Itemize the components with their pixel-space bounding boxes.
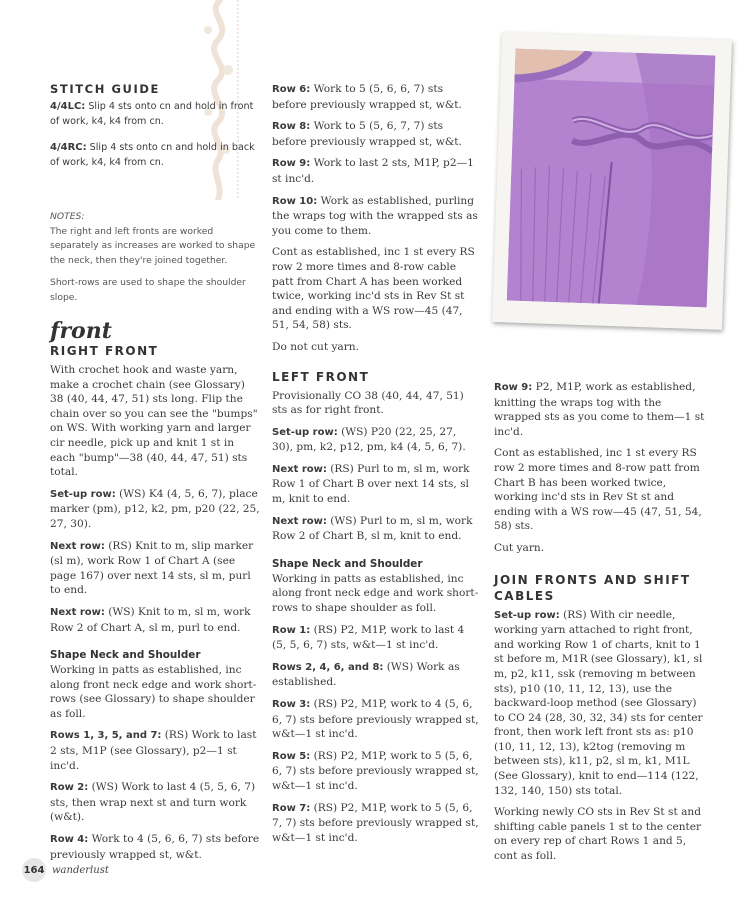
- left-front-end: Cut yarn.: [494, 541, 545, 554]
- instruction-row: Set-up row: (WS) K4 (4, 5, 6, 7), place marker (pm), p12, k2, pm, p20 (22, 25, 27, 30).: [50, 487, 260, 530]
- shape-intro-right: Working in patts as established, inc along front neck edge and work short-rows (see Glossary) to shape shoulder as foll.: [50, 664, 257, 720]
- heading-right-front: RIGHT FRONT: [50, 344, 159, 358]
- stitch-guide-item: 4/4LC: Slip 4 sts onto cn and hold in front of work, k4, k4 from cn.: [50, 101, 254, 127]
- join-para: Working newly CO sts in Rev St st and shifting cable panels 1 st to the center on every rep of chart Rows 1 and 5, cont as foll.: [494, 806, 702, 863]
- instruction-row: Next row: (WS) Purl to m, sl m, work Row 2 of Chart B, sl m, knit to end.: [272, 514, 473, 543]
- instruction-row: Rows 2, 4, 6, and 8: (WS) Work as established.: [272, 660, 460, 689]
- instruction-row: Row 9: P2, M1P, work as established, knitting the wraps tog with the wrapped sts as you come to them—1 st inc'd.: [494, 381, 705, 438]
- section-title-front: front: [50, 318, 112, 344]
- heading-shape-neck-right: Shape Neck and Shoulder: [50, 649, 201, 662]
- instruction-row: Row 10: Work as established, purling the wraps tog with the wrapped sts as you come to them.: [272, 194, 478, 237]
- sweater-photo: [507, 49, 716, 308]
- column-3: [494, 380, 706, 871]
- instruction-row: Row 5: (RS) P2, M1P, work to 5 (5, 6, 6, 7) sts before previously wrapped st, w&t—1 st inc'd.: [272, 749, 479, 792]
- instruction-row: Next row: (RS) Purl to m, sl m, work Row 1 of Chart B over next 14 sts, sl m, knit to end.: [272, 462, 470, 506]
- instruction-row: Rows 1, 3, 5, and 7: (RS) Work to last 2 sts, M1P (see Glossary), p2—1 st inc'd.: [50, 729, 257, 772]
- left-front-cont: Cont as established, inc 1 st every RS row 2 more times and 8-row patt from Chart B has been worked twice, working inc'd sts in Rev St st and ending with a WS row—45 (47, 51, 54, 58) sts.: [494, 447, 702, 533]
- instruction-row: Row 9: Work to last 2 sts, M1P, p2—1 st inc'd.: [272, 157, 474, 185]
- right-front-cont: Cont as established, inc 1 st every RS row 2 more times and 8-row cable patt from Chart A has been worked twice, working inc'd sts in Rev St st and ending with a WS row—45 (47, 51, 54, 58) sts.: [272, 246, 475, 332]
- book-title: wanderlust: [52, 864, 109, 876]
- sweater-photo-frame: [492, 32, 732, 330]
- instruction-row: Set-up row: (WS) P20 (22, 25, 27, 30), pm, k2, p12, pm, k4 (4, 5, 6, 7).: [272, 425, 466, 454]
- instruction-row: Row 6: Work to 5 (5, 6, 6, 7) sts before previously wrapped st, w&t.: [272, 83, 462, 111]
- instruction-row: Set-up row: (RS) With cir needle, working yarn attached to right front, and working Row 1 of charts, knit to 1 st before m, M1R (see Glossary), k1, sl m, p2, k11, ssk (removing m between sts), p10 (10, 11, 12, 13), use the backward-loop method (see Glossary) to CO 24 (28, 30, 32, 34) sts for center front, then work left front sts as: p10 (10, 11, 12, 13), k2tog (removing m between sts), k11, p2, sl m, k1, M1L (See Glossary), knit to end—114 (122, 132, 140, 150) sts total.: [494, 608, 703, 797]
- page-number: 164: [22, 858, 46, 882]
- instruction-row: Row 3: (RS) P2, M1P, work to 4 (5, 6, 6, 7) sts before previously wrapped st, w&t—1 st inc'd.: [272, 698, 479, 741]
- instruction-row: Row 8: Work to 5 (5, 6, 7, 7) sts before previously wrapped st, w&t.: [272, 120, 462, 148]
- heading-left-front: LEFT FRONT: [272, 369, 370, 384]
- stitch-guide-item: 4/4RC: Slip 4 sts onto cn and hold in back of work, k4, k4 from cn.: [50, 142, 255, 168]
- instruction-row: Next row: (WS) Knit to m, sl m, work Row 2 of Chart A, sl m, purl to end.: [50, 605, 251, 634]
- left-front-intro: Provisionally CO 38 (40, 44, 47, 51) sts as for right front.: [272, 389, 464, 417]
- notes-line: Short-rows are used to shape the shoulder slope.: [50, 277, 246, 303]
- heading-join-fronts: JOIN FRONTS AND SHIFT CABLES: [494, 572, 691, 603]
- heading-shape-neck-left: Shape Neck and Shoulder: [272, 557, 423, 570]
- page-footer: [22, 858, 109, 882]
- right-front-intro: With crochet hook and waste yarn, make a crochet chain (see Glossary) 38 (40, 44, 47, 51) sts long. Flip the chain over so you can see the "bumps" on WS. With working yarn and larger cir needle, pick up and knit 1 st in each "bump"—38 (40, 44, 47, 51) sts total.: [50, 364, 258, 479]
- instruction-row: Row 7: (RS) P2, M1P, work to 5 (5, 6, 7, 7) sts before previously wrapped st, w&t—1 st inc'd.: [272, 801, 479, 844]
- right-front-end: Do not cut yarn.: [272, 340, 360, 353]
- instruction-row: Row 4: Work to 4 (5, 6, 6, 7) sts before previously wrapped st, w&t.: [50, 833, 260, 861]
- column-1: [50, 82, 260, 869]
- notes-title: NOTES:: [50, 211, 85, 222]
- notes-line: The right and left fronts are worked separately as increases are worked to shape the neck, then they're joined together.: [50, 225, 256, 266]
- shape-intro-left: Working in patts as established, inc along front neck edge and work short-rows to shape shoulder as foll.: [272, 572, 479, 615]
- column-2: [272, 82, 480, 852]
- instruction-row: Next row: (RS) Knit to m, slip marker (sl m), work Row 1 of Chart A (see page 167) over next 14 sts, sl m, purl to end.: [50, 539, 254, 597]
- instruction-row: Row 1: (RS) P2, M1P, work to last 4 (5, 5, 6, 7) sts, w&t—1 st inc'd.: [272, 623, 465, 652]
- stitch-guide-title: STITCH GUIDE: [50, 82, 160, 96]
- instruction-row: Row 2: (WS) Work to last 4 (5, 5, 6, 7) sts, then wrap next st and turn work (w&t).: [50, 781, 256, 824]
